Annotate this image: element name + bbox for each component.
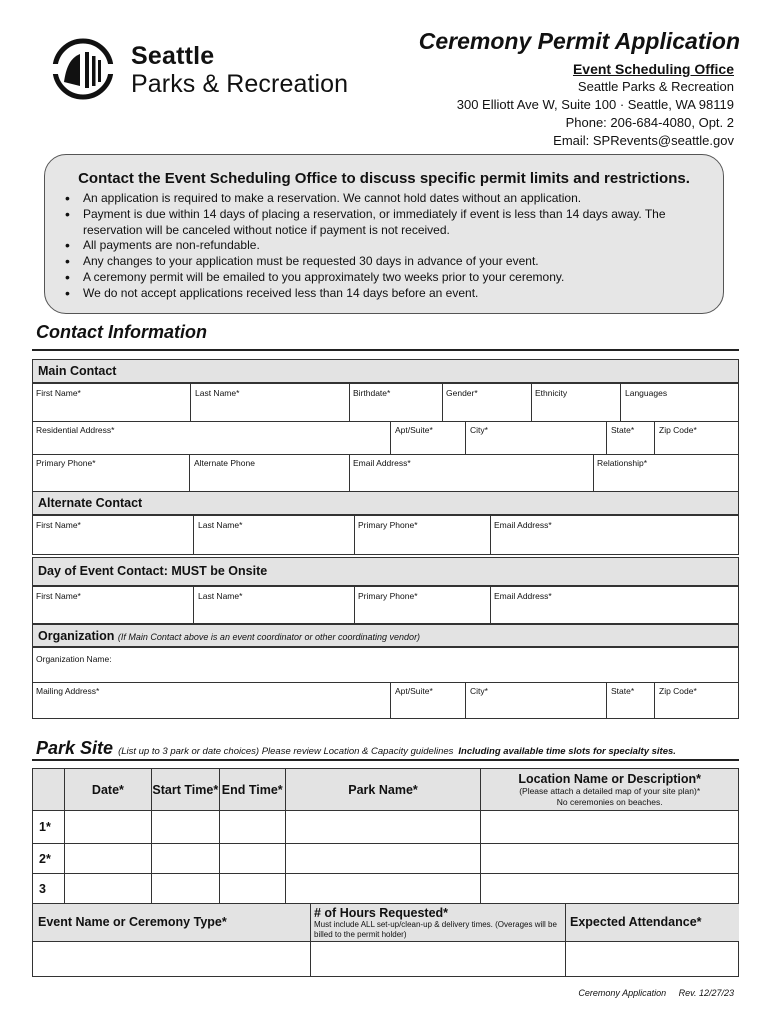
- seattle-parks-logo: [52, 38, 352, 100]
- hours-header-note: Must include ALL set-up/clean-up & delivery times. (Overages will be billed to the permit holder): [314, 920, 557, 939]
- alt-phone-input[interactable]: [355, 516, 491, 554]
- dayof-contact-fields: [32, 586, 739, 624]
- main-ethnicity-input[interactable]: [532, 384, 621, 421]
- row-number: 2*: [33, 844, 65, 874]
- alt-last-name-label: Last Name*: [198, 520, 243, 530]
- location-input[interactable]: [481, 874, 739, 904]
- mailing-address-label: Mailing Address*: [36, 686, 100, 696]
- main-zip-input[interactable]: [655, 421, 739, 454]
- attendance-header: Expected Attendance*: [566, 904, 739, 942]
- office-heading: Event Scheduling Office: [572, 61, 734, 77]
- email-address-label: Email Address*: [353, 458, 411, 468]
- organization-header-note: (If Main Contact above is an event coordinator or other coordinating vendor): [117, 632, 421, 642]
- org-city-input[interactable]: [466, 682, 607, 719]
- event-name-header: Event Name or Ceremony Type*: [33, 904, 311, 942]
- main-gender-input[interactable]: [443, 384, 532, 421]
- hours-input[interactable]: [311, 942, 566, 977]
- main-apt-input[interactable]: [391, 421, 466, 454]
- dayof-first-name-label: First Name*: [36, 591, 81, 601]
- end-time-input[interactable]: [219, 811, 285, 844]
- dayof-phone-input[interactable]: [355, 587, 491, 623]
- location-header: [481, 769, 739, 811]
- organization-fields: [32, 647, 739, 719]
- notice-bullet: • We do not accept applications received less than 14 days before an event.: [65, 286, 715, 302]
- section-rule: [32, 349, 739, 351]
- main-languages-input[interactable]: [621, 384, 739, 421]
- alternate-contact-header: Alternate Contact: [32, 491, 739, 515]
- dayof-contact-header: Day of Event Contact: MUST be Onsite: [32, 557, 739, 586]
- park-site-table: [32, 768, 739, 904]
- seattle-parks-emblem-icon: [52, 38, 116, 100]
- alt-first-name-label: First Name*: [36, 520, 81, 530]
- main-address-input[interactable]: [33, 421, 391, 454]
- organization-header-title: Organization: [38, 629, 115, 643]
- alt-email-label: Email Address*: [494, 520, 552, 530]
- state-label: State*: [611, 425, 635, 435]
- end-time-input[interactable]: [219, 844, 285, 874]
- park-name-input[interactable]: [285, 844, 481, 874]
- alt-first-name-input[interactable]: [33, 516, 194, 554]
- logo-line-2: Parks & Recreation: [131, 70, 349, 98]
- last-name-label: Last Name*: [195, 388, 240, 398]
- footer-revision: Rev. 12/27/23: [678, 988, 734, 998]
- org-apt-input[interactable]: [391, 682, 466, 719]
- start-time-input[interactable]: [151, 811, 219, 844]
- attendance-input[interactable]: [566, 942, 739, 977]
- relationship-label: Relationship*: [597, 458, 648, 468]
- park-choice-row: [33, 874, 739, 904]
- park-table-header-row: [33, 769, 739, 811]
- alternate-contact-fields: [32, 515, 739, 555]
- dayof-last-name-label: Last Name*: [198, 591, 243, 601]
- start-time-header: Start Time*: [151, 769, 219, 811]
- org-zip-label: Zip Code*: [659, 686, 697, 696]
- alt-phone-label: Primary Phone*: [358, 520, 418, 530]
- location-note-map: (Please attach a detailed map of your site plan)*: [519, 785, 701, 796]
- footer-form-name: Ceremony Application: [578, 988, 667, 998]
- park-section-note: (List up to 3 park or date choices) Please review Location & Capacity guidelines: [118, 746, 454, 757]
- location-note-beaches: No ceremonies on beaches.: [556, 796, 663, 807]
- main-state-input[interactable]: [607, 421, 655, 454]
- main-relationship-input[interactable]: [594, 454, 739, 493]
- main-email-input[interactable]: [350, 454, 594, 493]
- park-choice-row: [33, 811, 739, 844]
- park-section-heading: [36, 738, 676, 759]
- park-name-input[interactable]: [285, 811, 481, 844]
- main-alt-phone-input[interactable]: [190, 454, 350, 493]
- main-last-name-input[interactable]: [191, 384, 350, 421]
- zip-code-label: Zip Code*: [659, 425, 697, 435]
- end-time-input[interactable]: [219, 874, 285, 904]
- office-line: Email: SPRevents@seattle.gov: [553, 133, 734, 148]
- primary-phone-label: Primary Phone*: [36, 458, 96, 468]
- dayof-first-name-input[interactable]: [33, 587, 194, 623]
- park-name-header: Park Name*: [285, 769, 481, 811]
- park-section-title: Park Site: [36, 738, 114, 758]
- dayof-phone-label: Primary Phone*: [358, 591, 418, 601]
- contact-section-title: Contact Information: [36, 322, 207, 342]
- organization-name-label: Organization Name:: [36, 654, 112, 664]
- park-choice-row: [33, 844, 739, 874]
- event-name-input[interactable]: [33, 942, 311, 977]
- org-mailing-address-input[interactable]: [33, 682, 391, 719]
- date-input[interactable]: [64, 844, 151, 874]
- org-state-input[interactable]: [607, 682, 655, 719]
- main-primary-phone-input[interactable]: [33, 454, 190, 493]
- location-header-title: Location Name or Description*: [518, 771, 702, 786]
- organization-header: [32, 624, 739, 647]
- hours-header: [311, 904, 566, 942]
- notice-bullet: • A ceremony permit will be emailed to you approximately two weeks prior to your ceremony.: [65, 270, 715, 286]
- dayof-email-input[interactable]: [491, 587, 739, 623]
- notice-list: [65, 191, 715, 302]
- notice-box: [44, 154, 724, 314]
- notice-bullet: • An application is required to make a reservation. We cannot hold dates without an application.: [65, 191, 715, 207]
- org-zip-input[interactable]: [655, 682, 739, 719]
- ethnicity-label: Ethnicity: [535, 388, 568, 398]
- main-city-input[interactable]: [466, 421, 607, 454]
- alt-last-name-input[interactable]: [194, 516, 355, 554]
- org-city-label: City*: [470, 686, 488, 696]
- notice-heading: Contact the Event Scheduling Office to discuss specific permit limits and restrictions.: [78, 170, 690, 187]
- gender-label: Gender*: [446, 388, 478, 398]
- date-input[interactable]: [64, 811, 151, 844]
- notice-bullet: • All payments are non-refundable.: [65, 238, 715, 254]
- start-time-input[interactable]: [151, 844, 219, 874]
- main-contact-header: Main Contact: [32, 359, 739, 383]
- alt-email-input[interactable]: [491, 516, 739, 554]
- org-apt-label: Apt/Suite*: [395, 686, 433, 696]
- main-first-name-input[interactable]: [33, 384, 191, 421]
- row-number-header: [33, 769, 65, 811]
- page-title: Ceremony Permit Application: [418, 28, 740, 54]
- footer: [578, 988, 734, 998]
- main-birthdate-input[interactable]: [350, 384, 443, 421]
- end-time-header: End Time*: [219, 769, 285, 811]
- main-contact-fields: [32, 383, 739, 493]
- office-line: Seattle Parks & Recreation: [577, 79, 734, 94]
- park-section-note-bold: Including available time slots for specialty sites.: [458, 746, 676, 757]
- notice-bullet: • Any changes to your application must be requested 30 days in advance of your event.: [65, 254, 715, 270]
- logo-line-1: Seattle: [131, 42, 215, 70]
- first-name-label: First Name*: [36, 388, 81, 398]
- date-input[interactable]: [64, 874, 151, 904]
- residential-address-label: Residential Address*: [36, 425, 115, 435]
- row-number: 3: [33, 874, 65, 904]
- park-name-input[interactable]: [285, 874, 481, 904]
- location-input[interactable]: [481, 844, 739, 874]
- event-info-block: [32, 903, 739, 977]
- birthdate-label: Birthdate*: [353, 388, 391, 398]
- org-state-label: State*: [611, 686, 635, 696]
- hours-header-title: # of Hours Requested*: [314, 906, 449, 920]
- organization-name-input[interactable]: [33, 648, 739, 682]
- dayof-email-label: Email Address*: [494, 591, 552, 601]
- office-info: [457, 60, 734, 150]
- office-line: 300 Elliott Ave W, Suite 100 · Seattle, WA 98119: [456, 97, 734, 112]
- office-line: Phone: 206-684-4080, Opt. 2: [565, 115, 734, 130]
- city-label: City*: [470, 425, 488, 435]
- start-time-input[interactable]: [151, 874, 219, 904]
- dayof-last-name-input[interactable]: [194, 587, 355, 623]
- date-header: Date*: [64, 769, 151, 811]
- section-rule: [32, 759, 739, 761]
- notice-bullet: • Payment is due within 14 days of placing a reservation, or immediately if event is less than 14 days away. The reservation will be canceled without notice if payment is not received.: [65, 207, 715, 239]
- apt-suite-label: Apt/Suite*: [395, 425, 433, 435]
- languages-label: Languages: [625, 388, 668, 398]
- row-number: 1*: [33, 811, 65, 844]
- alternate-phone-label: Alternate Phone: [194, 458, 255, 468]
- location-input[interactable]: [481, 811, 739, 844]
